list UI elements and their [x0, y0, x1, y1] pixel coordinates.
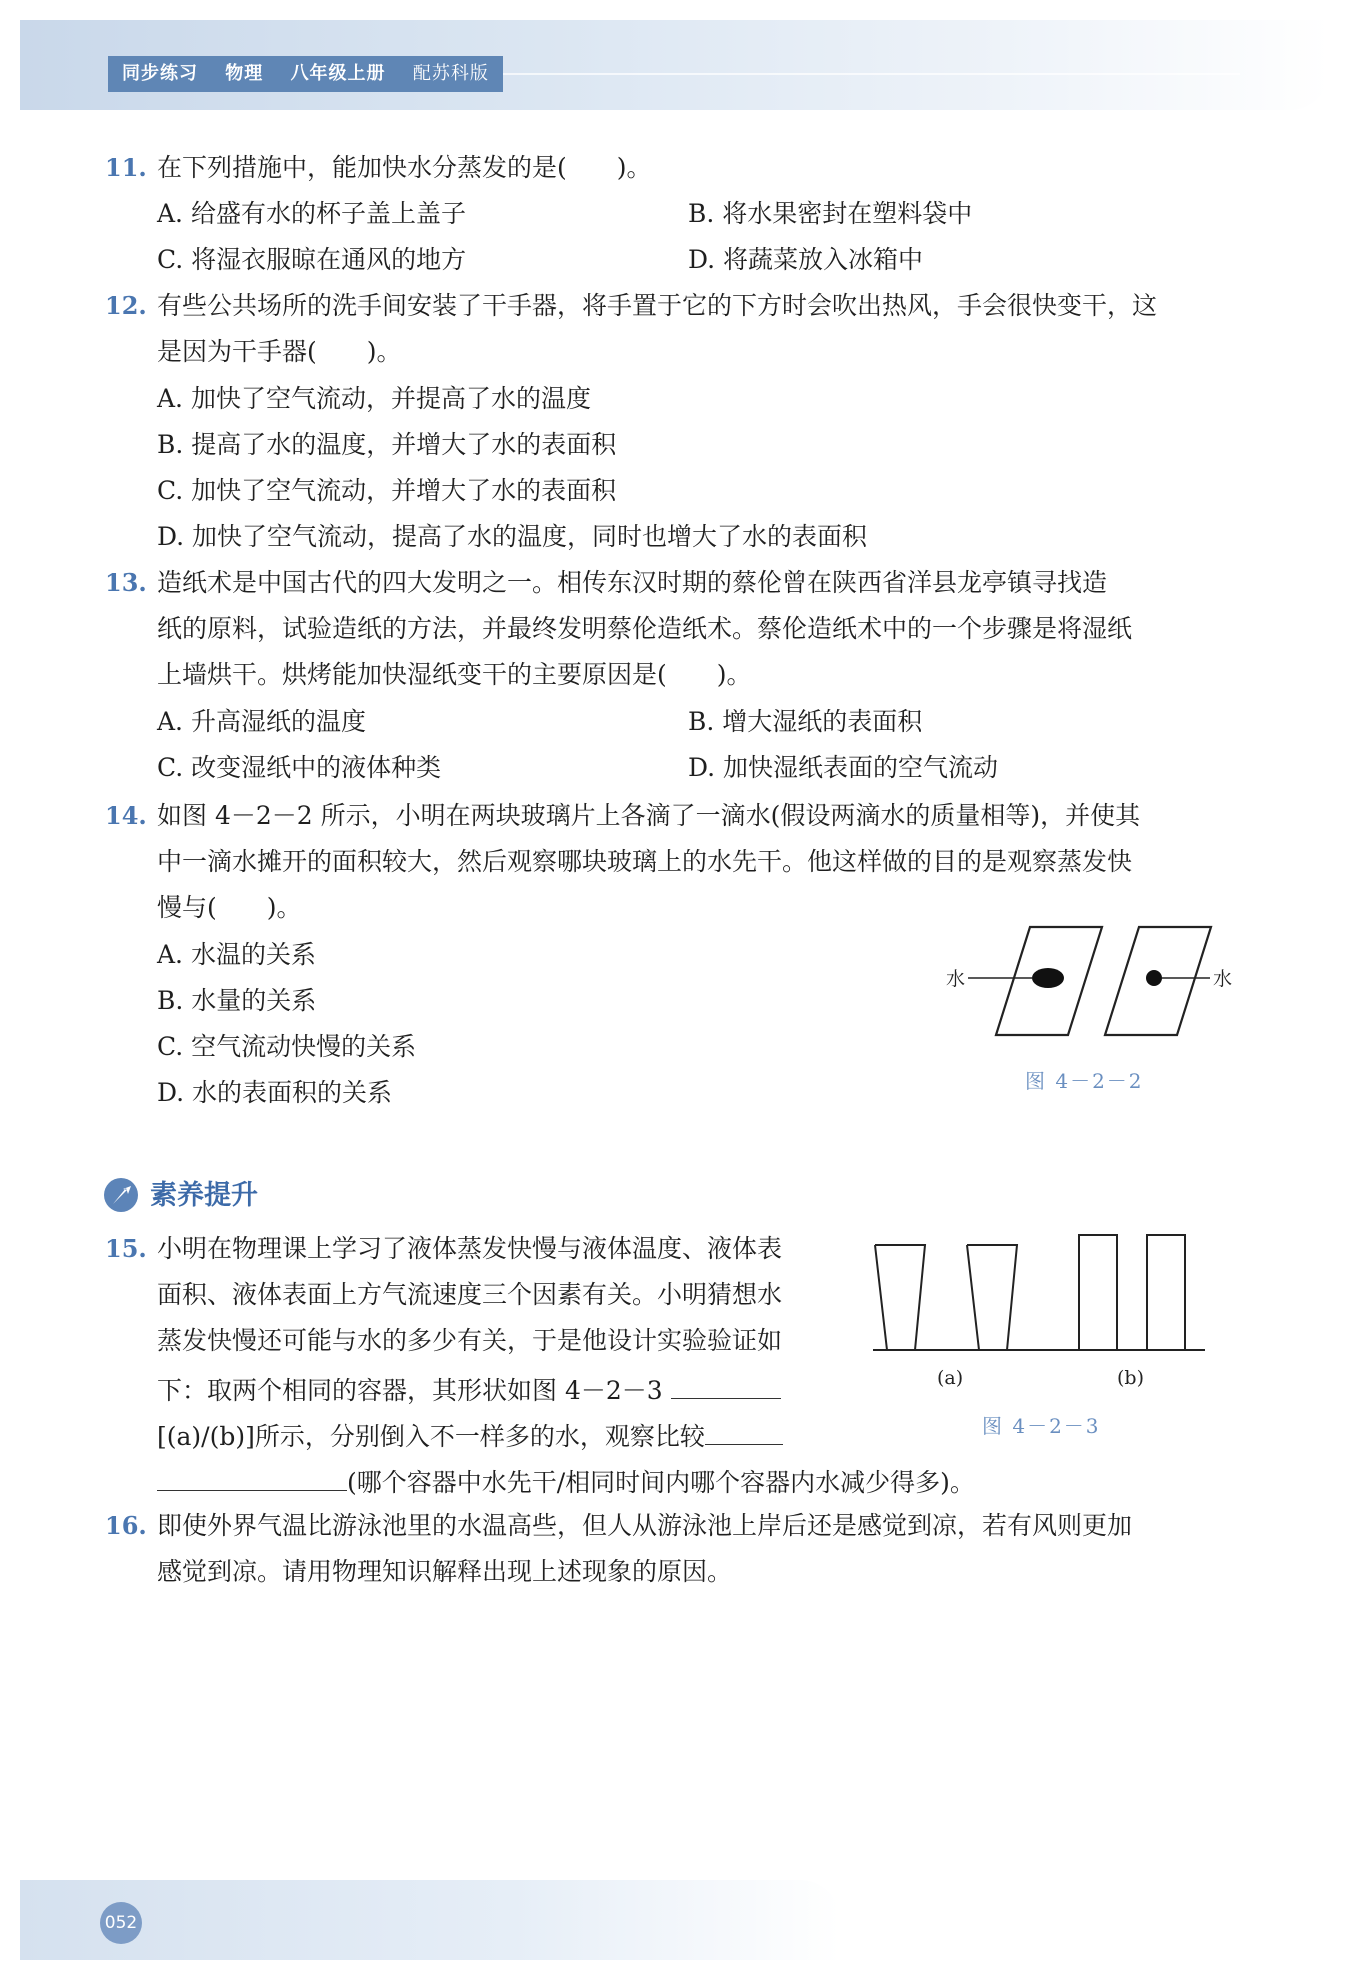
- question-number: 14.: [105, 801, 147, 830]
- option-a[interactable]: A. 给盛有水的杯子盖上盖子: [157, 199, 466, 228]
- question-number: 12.: [105, 291, 147, 320]
- option-a[interactable]: A. 水温的关系: [157, 940, 316, 969]
- question-stem: 是因为干手器( )。: [157, 337, 402, 366]
- question-number: 11.: [105, 153, 147, 182]
- question-stem: 上墙烘干。烘烤能加快湿纸变干的主要原因是( )。: [157, 660, 752, 689]
- option-b[interactable]: B. 增大湿纸的表面积: [688, 707, 923, 736]
- header-item-subject: 物理: [225, 63, 264, 84]
- question-stem: 即使外界气温比游泳池里的水温高些，但人从游泳池上岸后还是感觉到凉，若有风则更加: [157, 1511, 1133, 1540]
- section-arrow-icon: [104, 1178, 138, 1212]
- question-stem-text: [(a)/(b)]所示，分别倒入不一样多的水，观察比较: [157, 1422, 705, 1451]
- label-b: (b): [1117, 1367, 1144, 1389]
- label-water-left: 水: [946, 968, 966, 990]
- question-stem: 造纸术是中国古代的四大发明之一。相传东汉时期的蔡伦曾在陕西省洋县龙亭镇寻找造: [157, 568, 1108, 597]
- option-b[interactable]: B. 提高了水的温度，并增大了水的表面积: [157, 430, 617, 459]
- question-number: 16.: [105, 1511, 147, 1540]
- option-d[interactable]: D. 加快了空气流动，提高了水的温度，同时也增大了水的表面积: [157, 522, 868, 551]
- question-stem: 蒸发快慢还可能与水的多少有关，于是他设计实验验证如: [157, 1326, 783, 1355]
- question-stem: 在下列措施中，能加快水分蒸发的是( )。: [157, 153, 652, 182]
- option-c[interactable]: C. 空气流动快慢的关系: [157, 1032, 417, 1061]
- container-a2: [967, 1245, 1017, 1350]
- option-a[interactable]: A. 加快了空气流动，并提高了水的温度: [157, 384, 591, 413]
- figure-caption: 图 4－2－2: [1025, 1069, 1144, 1093]
- question-stem: 面积、液体表面上方气流速度三个因素有关。小明猜想水: [157, 1280, 783, 1309]
- question-stem: [157, 1372, 781, 1407]
- header-item-edition: 配苏科版: [412, 63, 489, 84]
- question-number: 15.: [105, 1234, 147, 1263]
- header-item-series: 同步练习: [122, 63, 198, 84]
- option-a[interactable]: A. 升高湿纸的温度: [157, 707, 366, 736]
- question-stem: 感觉到凉。请用物理知识解释出现上述现象的原因。: [157, 1557, 733, 1586]
- answer-blank-2-cont[interactable]: [157, 1464, 347, 1491]
- label-water-right: 水: [1213, 968, 1233, 990]
- header-item-grade: 八年级上册: [290, 63, 386, 84]
- section-title: 素养提升: [150, 1180, 258, 1211]
- label-a: (a): [937, 1367, 964, 1389]
- option-c[interactable]: C. 加快了空气流动，并增大了水的表面积: [157, 476, 617, 505]
- option-b[interactable]: B. 水量的关系: [157, 986, 317, 1015]
- question-stem: 纸的原料，试验造纸的方法，并最终发明蔡伦造纸术。蔡伦造纸术中的一个步骤是将湿纸: [157, 614, 1133, 643]
- question-stem: [157, 1418, 783, 1453]
- option-c[interactable]: C. 将湿衣服晾在通风的地方: [157, 245, 467, 274]
- option-c[interactable]: C. 改变湿纸中的液体种类: [157, 753, 442, 782]
- footer-band: [20, 1880, 840, 1960]
- book-title-tag: [108, 56, 503, 92]
- water-drop-small: [1146, 970, 1162, 986]
- figure-caption: 图 4－2－3: [982, 1414, 1101, 1438]
- question-stem: [157, 1464, 975, 1499]
- question-stem: 慢与( )。: [157, 893, 302, 922]
- header-divider: [500, 73, 1240, 75]
- option-d[interactable]: D. 加快湿纸表面的空气流动: [688, 753, 999, 782]
- option-d[interactable]: D. 水的表面积的关系: [157, 1078, 393, 1107]
- question-stem: 有些公共场所的洗手间安装了干手器，将手置于它的下方时会吹出热风，手会很快变干，这: [157, 291, 1158, 320]
- question-stem: 中一滴水摊开的面积较大，然后观察哪块玻璃上的水先干。他这样做的目的是观察蒸发快: [157, 847, 1133, 876]
- question-stem: 如图 4－2－2 所示，小明在两块玻璃片上各滴了一滴水(假设两滴水的质量相等)，并使其: [157, 801, 1141, 830]
- question-stem-text: (哪个容器中水先干/相同时间内哪个容器内水减少得多)。: [347, 1468, 975, 1497]
- question-number: 13.: [105, 568, 147, 597]
- answer-blank-2[interactable]: [705, 1418, 783, 1445]
- answer-blank-1[interactable]: [671, 1372, 781, 1399]
- water-drop-spread: [1032, 968, 1064, 988]
- question-stem: 小明在物理课上学习了液体蒸发快慢与液体温度、液体表: [157, 1234, 783, 1263]
- figure-containers: [865, 1225, 1210, 1400]
- option-d[interactable]: D. 将蔬菜放入冰箱中: [688, 245, 924, 274]
- container-b2: [1147, 1235, 1185, 1350]
- question-stem-text: 下：取两个相同的容器，其形状如图 4－2－3: [157, 1376, 663, 1405]
- container-a1: [875, 1245, 925, 1350]
- page-number: 052: [100, 1902, 142, 1944]
- option-b[interactable]: B. 将水果密封在塑料袋中: [688, 199, 973, 228]
- container-b1: [1079, 1235, 1117, 1350]
- figure-glass-slides: [940, 915, 1240, 1045]
